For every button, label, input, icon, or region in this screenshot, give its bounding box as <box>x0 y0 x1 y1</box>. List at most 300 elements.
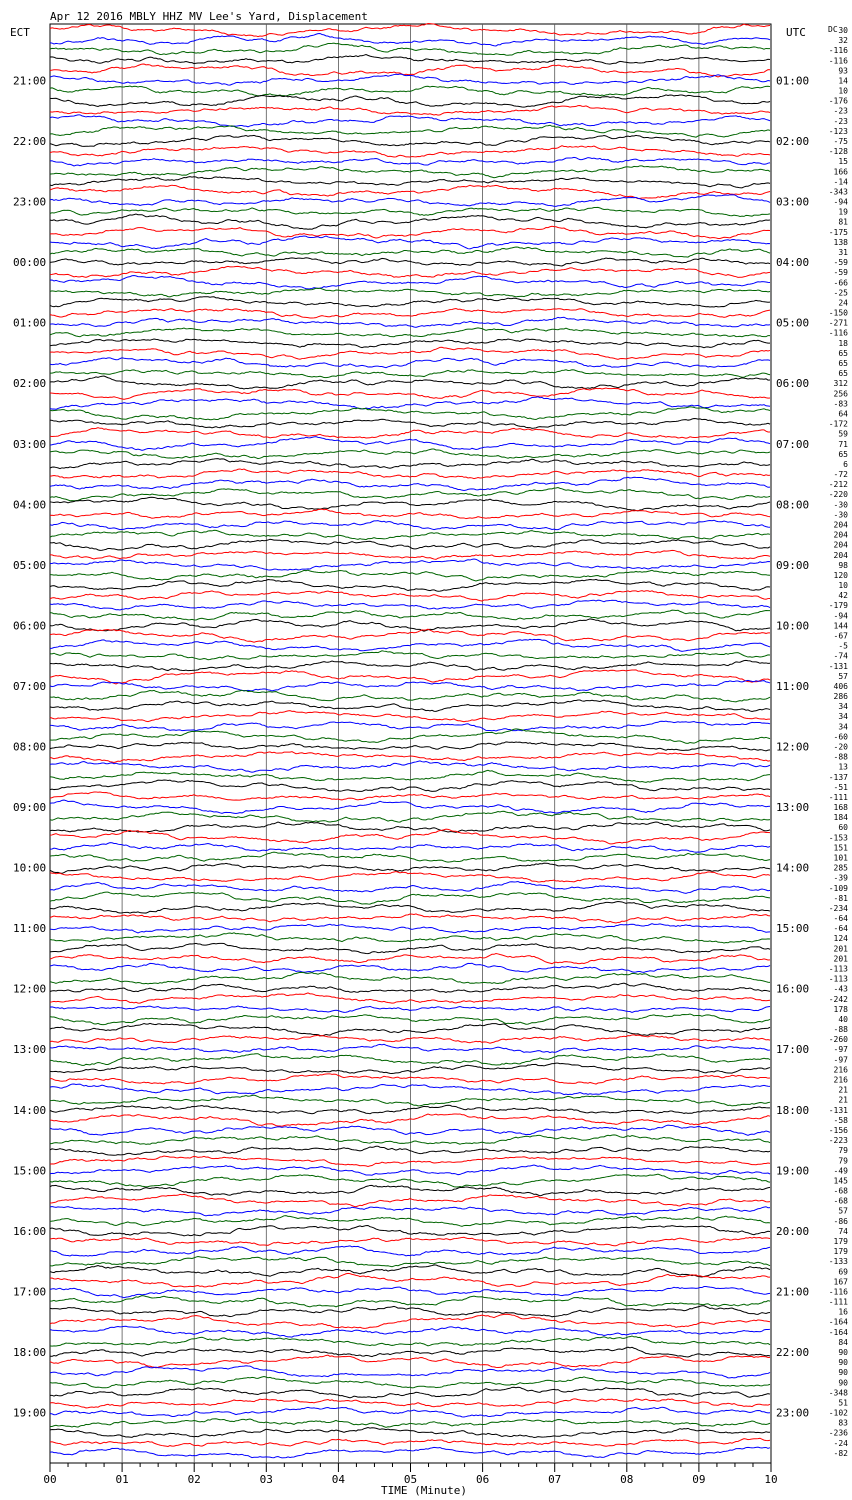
dc-offset-label: 124 <box>833 934 848 944</box>
left-hour-label: 13:00 <box>13 1043 47 1057</box>
right-hour-label: 22:00 <box>776 1345 810 1359</box>
trace-line-73 <box>50 752 770 763</box>
trace-line-82 <box>50 843 770 853</box>
dc-offset-label: 14 <box>838 76 848 86</box>
x-tick-label-06: 06 <box>475 1473 490 1486</box>
trace-line-110 <box>50 1125 770 1135</box>
trace-line-35 <box>50 370 770 378</box>
dc-offset-label: 79 <box>838 1146 848 1156</box>
trace-line-107 <box>50 1095 770 1106</box>
dc-offset-label: 18 <box>838 338 848 348</box>
dc-offset-label: 34 <box>838 722 848 732</box>
dc-offset-label: -164 <box>828 1317 848 1327</box>
x-tick-label-03: 03 <box>259 1473 273 1486</box>
dc-offset-label: -43 <box>833 984 848 994</box>
left-hour-label: 12:00 <box>13 982 47 996</box>
x-tick-label-00: 00 <box>43 1473 57 1486</box>
dc-offset-label: 79 <box>838 1156 848 1166</box>
left-hour-label: 02:00 <box>13 377 47 391</box>
left-hour-label: 16:00 <box>13 1224 47 1238</box>
trace-line-66 <box>50 680 770 691</box>
dc-offset-label: -75 <box>833 137 848 147</box>
trace-line-128 <box>50 1306 770 1317</box>
dc-offset-label: 19 <box>838 207 848 217</box>
trace-line-26 <box>50 276 770 289</box>
trace-line-139 <box>50 1419 770 1428</box>
right-hour-label: 20:00 <box>776 1224 810 1238</box>
left-hour-label: 08:00 <box>13 740 47 754</box>
trace-line-24 <box>50 258 770 266</box>
trace-line-70 <box>50 721 770 731</box>
trace-line-32 <box>50 339 770 348</box>
trace-line-20 <box>50 214 770 229</box>
trace-line-124 <box>50 1265 770 1277</box>
trace-line-100 <box>50 1023 770 1035</box>
trace-line-103 <box>50 1054 770 1066</box>
dc-offset-label: -24 <box>833 1438 848 1448</box>
trace-line-137 <box>50 1399 770 1408</box>
trace-line-127 <box>50 1296 770 1307</box>
trace-line-135 <box>50 1376 770 1387</box>
trace-line-39 <box>50 407 770 420</box>
right-hour-label: 23:00 <box>776 1406 810 1420</box>
trace-line-43 <box>50 449 770 459</box>
dc-offset-label: -153 <box>828 833 848 843</box>
trace-line-87 <box>50 892 770 904</box>
trace-line-111 <box>50 1135 770 1145</box>
dc-offset-label: 32 <box>838 36 848 46</box>
trace-line-49 <box>50 509 770 519</box>
plot-frame <box>50 24 771 1472</box>
dc-offset-label: 90 <box>838 1378 848 1388</box>
trace-line-96 <box>50 983 770 992</box>
trace-line-140 <box>50 1427 770 1437</box>
x-tick-label-01: 01 <box>115 1473 129 1486</box>
dc-offset-label: 15 <box>838 157 848 167</box>
right-hour-label: 09:00 <box>776 558 810 572</box>
dc-offset-label: -59 <box>833 258 848 268</box>
dc-offset-label: 65 <box>838 348 848 358</box>
dc-offset-label: -25 <box>833 288 848 298</box>
dc-offset-label: -220 <box>828 490 848 500</box>
dc-offset-label: 21 <box>838 1085 848 1095</box>
dc-offset-label: -133 <box>828 1257 848 1267</box>
trace-line-95 <box>50 972 770 984</box>
left-hour-label: 03:00 <box>13 437 47 451</box>
dc-offset-label: 138 <box>833 237 848 247</box>
trace-line-30 <box>50 317 770 327</box>
dc-offset-label: 90 <box>838 1368 848 1378</box>
dc-offset-label: 179 <box>833 1236 848 1246</box>
trace-line-126 <box>50 1287 770 1298</box>
right-hour-label: 04:00 <box>776 256 810 270</box>
dc-offset-label: -137 <box>828 772 848 782</box>
trace-line-88 <box>50 902 770 914</box>
trace-line-52 <box>50 539 770 550</box>
trace-line-120 <box>50 1225 770 1235</box>
left-hour-label: 14:00 <box>13 1103 47 1117</box>
dc-offset-label: 16 <box>838 1307 848 1317</box>
dc-offset-label: -102 <box>828 1408 848 1418</box>
trace-line-109 <box>50 1114 770 1126</box>
trace-line-1 <box>50 24 770 37</box>
trace-line-21 <box>50 226 770 238</box>
dc-offset-label: -128 <box>828 147 848 157</box>
dc-offset-label: 34 <box>838 712 848 722</box>
trace-line-101 <box>50 1035 770 1043</box>
dc-offset-label: 60 <box>838 823 848 833</box>
dc-offset-label: -212 <box>828 480 848 490</box>
x-tick-label-07: 07 <box>548 1473 562 1486</box>
dc-offset-label: 168 <box>833 803 848 813</box>
trace-line-91 <box>50 933 770 943</box>
left-hour-label: 00:00 <box>13 256 47 270</box>
dc-offset-label: -260 <box>828 1035 848 1045</box>
left-hour-label: 21:00 <box>13 74 47 88</box>
x-tick-label-09: 09 <box>692 1473 706 1486</box>
trace-line-54 <box>50 559 770 570</box>
dc-offset-label: 40 <box>838 1014 848 1024</box>
dc-offset-label: 84 <box>838 1337 848 1347</box>
trace-line-4 <box>50 54 770 64</box>
dc-offset-label: -23 <box>833 106 848 116</box>
trace-line-99 <box>50 1014 770 1025</box>
dc-offset-label: -116 <box>828 56 848 66</box>
trace-line-13 <box>50 146 770 157</box>
trace-line-106 <box>50 1084 770 1095</box>
dc-offset-label: 201 <box>833 944 848 954</box>
dc-offset-label: -5 <box>838 641 848 651</box>
dc-offset-label: 81 <box>838 217 848 227</box>
left-hour-label: 22:00 <box>13 135 47 149</box>
dc-offset-label: 57 <box>838 671 848 681</box>
trace-line-48 <box>50 497 770 511</box>
right-hour-label: 15:00 <box>776 922 810 936</box>
trace-line-89 <box>50 914 770 923</box>
trace-line-27 <box>50 288 770 297</box>
dc-offset-label: -271 <box>828 318 848 328</box>
left-hour-label: 09:00 <box>13 801 47 815</box>
left-hour-label: 15:00 <box>13 1164 47 1178</box>
trace-line-116 <box>50 1185 770 1195</box>
left-hour-label: 10:00 <box>13 861 47 875</box>
dc-offset-label: 151 <box>833 843 848 853</box>
trace-line-108 <box>50 1105 770 1114</box>
dc-offset-label: -156 <box>828 1125 848 1135</box>
dc-offset-label: 6 <box>843 459 848 469</box>
left-axis-label: ECT <box>10 26 30 39</box>
trace-line-72 <box>50 742 770 751</box>
x-tick-label-05: 05 <box>403 1473 418 1486</box>
trace-line-6 <box>50 74 770 85</box>
dc-offset-label: 120 <box>833 570 848 580</box>
left-hour-label: 06:00 <box>13 619 47 633</box>
trace-line-113 <box>50 1156 770 1166</box>
trace-line-122 <box>50 1246 770 1256</box>
trace-line-93 <box>50 954 770 964</box>
trace-line-138 <box>50 1407 770 1417</box>
trace-line-10 <box>50 115 770 127</box>
trace-line-19 <box>50 207 770 216</box>
dc-offset-label: 21 <box>838 1095 848 1105</box>
trace-line-86 <box>50 882 770 894</box>
dc-offset-label: -20 <box>833 742 848 752</box>
right-hour-label: 08:00 <box>776 498 810 512</box>
left-hour-label: 11:00 <box>13 922 47 936</box>
left-hour-label: 01:00 <box>13 316 47 330</box>
trace-line-36 <box>50 376 770 389</box>
dc-offset-label: -86 <box>833 1216 848 1226</box>
dc-offset-label: -14 <box>833 177 848 187</box>
right-hour-label: 16:00 <box>776 982 810 996</box>
right-hour-label: 11:00 <box>776 679 810 693</box>
dc-offset-label: -49 <box>833 1166 848 1176</box>
trace-line-94 <box>50 963 770 972</box>
dc-offset-label: 42 <box>838 591 848 601</box>
trace-line-8 <box>50 95 770 107</box>
dc-offset-label: -113 <box>828 974 848 984</box>
trace-line-2 <box>50 33 770 46</box>
trace-line-55 <box>50 570 770 581</box>
trace-line-22 <box>50 236 770 249</box>
dc-offset-label: -81 <box>833 893 848 903</box>
x-tick-label-04: 04 <box>331 1473 346 1486</box>
trace-line-80 <box>50 822 770 832</box>
trace-line-125 <box>50 1273 770 1286</box>
trace-line-57 <box>50 591 770 601</box>
trace-line-37 <box>50 388 770 399</box>
dc-offset-label: -109 <box>828 883 848 893</box>
trace-line-81 <box>50 829 770 844</box>
dc-offset-label: -236 <box>828 1428 848 1438</box>
dc-offset-label: 10 <box>838 86 848 96</box>
x-tick-label-10: 10 <box>764 1473 778 1486</box>
dc-offset-label: -30 <box>833 500 848 510</box>
dc-offset-label: 144 <box>833 621 848 631</box>
dc-offset-label: 93 <box>838 66 848 76</box>
dc-offset-label: -68 <box>833 1196 848 1206</box>
dc-offset-label: -88 <box>833 1025 848 1035</box>
trace-line-115 <box>50 1174 770 1187</box>
left-hour-label: 18:00 <box>13 1345 47 1359</box>
dc-offset-label: 216 <box>833 1065 848 1075</box>
dc-offset-label: 30 <box>838 26 848 35</box>
dc-offset-label: 90 <box>838 1347 848 1357</box>
dc-offset-label: -94 <box>833 611 848 621</box>
dc-offset-label: 204 <box>833 550 848 560</box>
trace-line-61 <box>50 629 770 642</box>
trace-line-76 <box>50 780 770 791</box>
dc-offset-label: -94 <box>833 197 848 207</box>
dc-offset-label: 256 <box>833 389 848 399</box>
dc-offset-label: 59 <box>838 429 848 439</box>
trace-line-44 <box>50 459 770 469</box>
dc-offset-label: 201 <box>833 954 848 964</box>
trace-line-64 <box>50 660 770 670</box>
dc-offset-label: -68 <box>833 1186 848 1196</box>
dc-offset-label: 34 <box>838 702 848 712</box>
chart-title: Apr 12 2016 MBLY HHZ MV Lee's Yard, Displacement <box>50 10 368 23</box>
dc-offset-label: -64 <box>833 924 848 934</box>
dc-offset-label: 10 <box>838 581 848 591</box>
left-hour-label: 05:00 <box>13 558 47 572</box>
trace-line-15 <box>50 166 770 178</box>
trace-line-104 <box>50 1063 770 1073</box>
left-hour-label: 17:00 <box>13 1285 47 1299</box>
trace-line-69 <box>50 711 770 722</box>
left-hour-label: 19:00 <box>13 1406 47 1420</box>
trace-line-60 <box>50 619 770 631</box>
trace-line-3 <box>50 43 770 55</box>
dc-offset-label: 406 <box>833 681 848 691</box>
dc-offset-label: -111 <box>828 1297 848 1307</box>
dc-offset-label: -172 <box>828 419 848 429</box>
trace-line-58 <box>50 600 770 610</box>
trace-line-45 <box>50 469 770 479</box>
dc-offset-label: 31 <box>838 248 848 258</box>
dc-offset-label: 204 <box>833 520 848 530</box>
dc-offset-label: 69 <box>838 1267 848 1277</box>
dc-offset-label: -175 <box>828 227 848 237</box>
trace-line-59 <box>50 610 770 620</box>
right-hour-label: 10:00 <box>776 619 810 633</box>
dc-offset-label: 65 <box>838 359 848 369</box>
trace-line-17 <box>50 185 770 198</box>
trace-line-68 <box>50 700 770 711</box>
dc-offset-label: -111 <box>828 792 848 802</box>
trace-line-98 <box>50 1006 770 1012</box>
trace-line-141 <box>50 1438 770 1446</box>
trace-line-67 <box>50 690 770 702</box>
trace-line-29 <box>50 309 770 318</box>
trace-line-46 <box>50 477 770 490</box>
dc-offset-label: -82 <box>833 1448 848 1458</box>
dc-offset-label: -113 <box>828 964 848 974</box>
right-axis-label: UTC <box>786 26 806 39</box>
trace-line-90 <box>50 924 770 933</box>
dc-offset-label: 98 <box>838 560 848 570</box>
dc-offset-label: -179 <box>828 601 848 611</box>
dc-offset-label: 13 <box>838 762 848 772</box>
dc-offset-label: -59 <box>833 268 848 278</box>
dc-offset-label: 179 <box>833 1247 848 1257</box>
trace-line-28 <box>50 297 770 307</box>
trace-line-85 <box>50 872 770 882</box>
dc-offset-label: 312 <box>833 379 848 389</box>
trace-line-114 <box>50 1165 770 1175</box>
dc-offset-label: 83 <box>838 1418 848 1428</box>
dc-offset-label: 285 <box>833 863 848 873</box>
dc-offset-label: -39 <box>833 873 848 883</box>
right-hour-label: 03:00 <box>776 195 810 209</box>
trace-line-129 <box>50 1314 770 1328</box>
dc-offset-label: -242 <box>828 994 848 1004</box>
trace-line-112 <box>50 1146 770 1155</box>
trace-line-92 <box>50 943 770 953</box>
dc-offset-label: -116 <box>828 1287 848 1297</box>
dc-offset-label: -67 <box>833 631 848 641</box>
trace-line-117 <box>50 1194 770 1206</box>
trace-line-79 <box>50 811 770 822</box>
dc-offset-label: 64 <box>838 409 848 419</box>
trace-line-12 <box>50 135 770 146</box>
dc-offset-label: -234 <box>828 903 848 913</box>
trace-line-84 <box>50 863 770 873</box>
trace-line-9 <box>50 105 770 115</box>
dc-offset-label: 101 <box>833 853 848 863</box>
dc-offset-label: 24 <box>838 298 848 308</box>
dc-offset-label: -64 <box>833 914 848 924</box>
trace-line-56 <box>50 579 770 591</box>
trace-line-51 <box>50 530 770 539</box>
dc-offset-label: -60 <box>833 732 848 742</box>
left-hour-label: 07:00 <box>13 679 47 693</box>
trace-line-53 <box>50 550 770 559</box>
trace-line-118 <box>50 1207 770 1216</box>
x-tick-label-02: 02 <box>187 1473 201 1486</box>
dc-offset-label: 204 <box>833 540 848 550</box>
dc-offset-label: -51 <box>833 782 848 792</box>
left-hour-label: 04:00 <box>13 498 47 512</box>
right-hour-label: 06:00 <box>776 377 810 391</box>
trace-line-132 <box>50 1347 770 1357</box>
right-hour-label: 13:00 <box>776 801 810 815</box>
right-hour-label: 05:00 <box>776 316 810 330</box>
dc-offset-label: -58 <box>833 1115 848 1125</box>
trace-line-130 <box>50 1326 770 1337</box>
right-hour-label: 12:00 <box>776 740 810 754</box>
x-tick-label-08: 08 <box>620 1473 634 1486</box>
right-hour-label: 07:00 <box>776 437 810 451</box>
trace-group <box>50 24 770 1458</box>
dc-offset-label: -88 <box>833 752 848 762</box>
trace-line-131 <box>50 1336 770 1346</box>
right-hour-label: 21:00 <box>776 1285 810 1299</box>
trace-line-50 <box>50 520 770 529</box>
trace-line-74 <box>50 761 770 772</box>
dc-offset-label: -150 <box>828 308 848 318</box>
dc-offset-label: 216 <box>833 1075 848 1085</box>
dc-offset-label: -97 <box>833 1045 848 1055</box>
trace-line-41 <box>50 428 770 439</box>
dc-offset-label: 74 <box>838 1226 848 1236</box>
trace-line-7 <box>50 86 770 96</box>
dc-offset-label: -348 <box>828 1388 848 1398</box>
trace-line-134 <box>50 1366 770 1378</box>
trace-line-14 <box>50 157 770 166</box>
right-hour-label: 19:00 <box>776 1164 810 1178</box>
dc-offset-label: -23 <box>833 116 848 126</box>
dc-offset-label: -123 <box>828 126 848 136</box>
trace-line-102 <box>50 1044 770 1052</box>
trace-line-121 <box>50 1237 770 1246</box>
dc-offset-label: -66 <box>833 278 848 288</box>
dc-header: DC <box>828 25 838 34</box>
trace-line-71 <box>50 729 770 743</box>
right-hour-label: 18:00 <box>776 1103 810 1117</box>
right-hour-label: 17:00 <box>776 1043 810 1057</box>
dc-offset-label: 65 <box>838 449 848 459</box>
dc-offset-label: 166 <box>833 167 848 177</box>
dc-offset-label: -83 <box>833 399 848 409</box>
trace-line-142 <box>50 1447 770 1458</box>
dc-offset-label: -116 <box>828 46 848 56</box>
trace-line-105 <box>50 1074 770 1084</box>
dc-offset-label: 184 <box>833 813 848 823</box>
dc-offset-label: 286 <box>833 692 848 702</box>
trace-line-11 <box>50 125 770 137</box>
trace-line-25 <box>50 266 770 277</box>
